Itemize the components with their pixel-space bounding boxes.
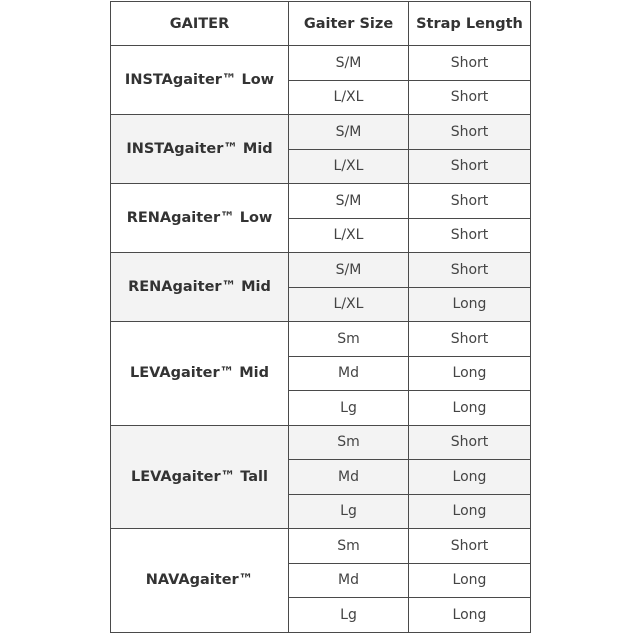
strap-length-cell: Short [409, 115, 531, 150]
gaiter-size-cell: Md [289, 460, 409, 495]
gaiter-strap-table [110, 1, 531, 633]
strap-length-cell: Long [409, 460, 531, 495]
gaiter-size-cell: L/XL [289, 80, 409, 115]
gaiter-size-cell: Md [289, 563, 409, 598]
gaiter-name: INSTAgaiter™ Low [111, 46, 289, 115]
gaiter-size-cell: S/M [289, 253, 409, 288]
gaiter-name: NAVAgaiter™ [111, 529, 289, 633]
gaiter-size-cell: L/XL [289, 218, 409, 253]
gaiter-size-cell: Lg [289, 598, 409, 633]
gaiter-size-cell: S/M [289, 115, 409, 150]
header-strap-length: Strap Length [409, 2, 531, 46]
table-body [111, 46, 531, 633]
strap-length-cell: Long [409, 563, 531, 598]
gaiter-size-cell: Md [289, 356, 409, 391]
strap-length-cell: Short [409, 529, 531, 564]
table-row [111, 425, 531, 460]
strap-length-cell: Short [409, 218, 531, 253]
strap-length-cell: Short [409, 425, 531, 460]
gaiter-size-cell: Lg [289, 391, 409, 426]
gaiter-size-cell: Sm [289, 425, 409, 460]
header-row [111, 2, 531, 46]
strap-length-cell: Short [409, 80, 531, 115]
gaiter-size-cell: S/M [289, 46, 409, 81]
gaiter-size-cell: L/XL [289, 149, 409, 184]
header-gaiter-size: Gaiter Size [289, 2, 409, 46]
gaiter-size-cell: L/XL [289, 287, 409, 322]
gaiter-name: INSTAgaiter™ Mid [111, 115, 289, 184]
strap-length-cell: Short [409, 253, 531, 288]
strap-length-cell: Long [409, 391, 531, 426]
table-row [111, 115, 531, 150]
strap-length-cell: Long [409, 356, 531, 391]
header-gaiter: GAITER [111, 2, 289, 46]
strap-length-cell: Long [409, 287, 531, 322]
strap-length-cell: Short [409, 149, 531, 184]
strap-length-cell: Short [409, 46, 531, 81]
gaiter-name: LEVAgaiter™ Tall [111, 425, 289, 529]
table-row [111, 253, 531, 288]
table-row [111, 529, 531, 564]
strap-length-cell: Long [409, 494, 531, 529]
strap-length-cell: Short [409, 184, 531, 219]
gaiter-name: RENAgaiter™ Mid [111, 253, 289, 322]
gaiter-size-cell: S/M [289, 184, 409, 219]
gaiter-size-cell: Sm [289, 322, 409, 357]
table-row [111, 322, 531, 357]
gaiter-size-cell: Sm [289, 529, 409, 564]
gaiter-size-cell: Lg [289, 494, 409, 529]
strap-length-cell: Long [409, 598, 531, 633]
table-row [111, 184, 531, 219]
strap-length-cell: Short [409, 322, 531, 357]
gaiter-name: RENAgaiter™ Low [111, 184, 289, 253]
gaiter-name: LEVAgaiter™ Mid [111, 322, 289, 426]
table-row [111, 46, 531, 81]
